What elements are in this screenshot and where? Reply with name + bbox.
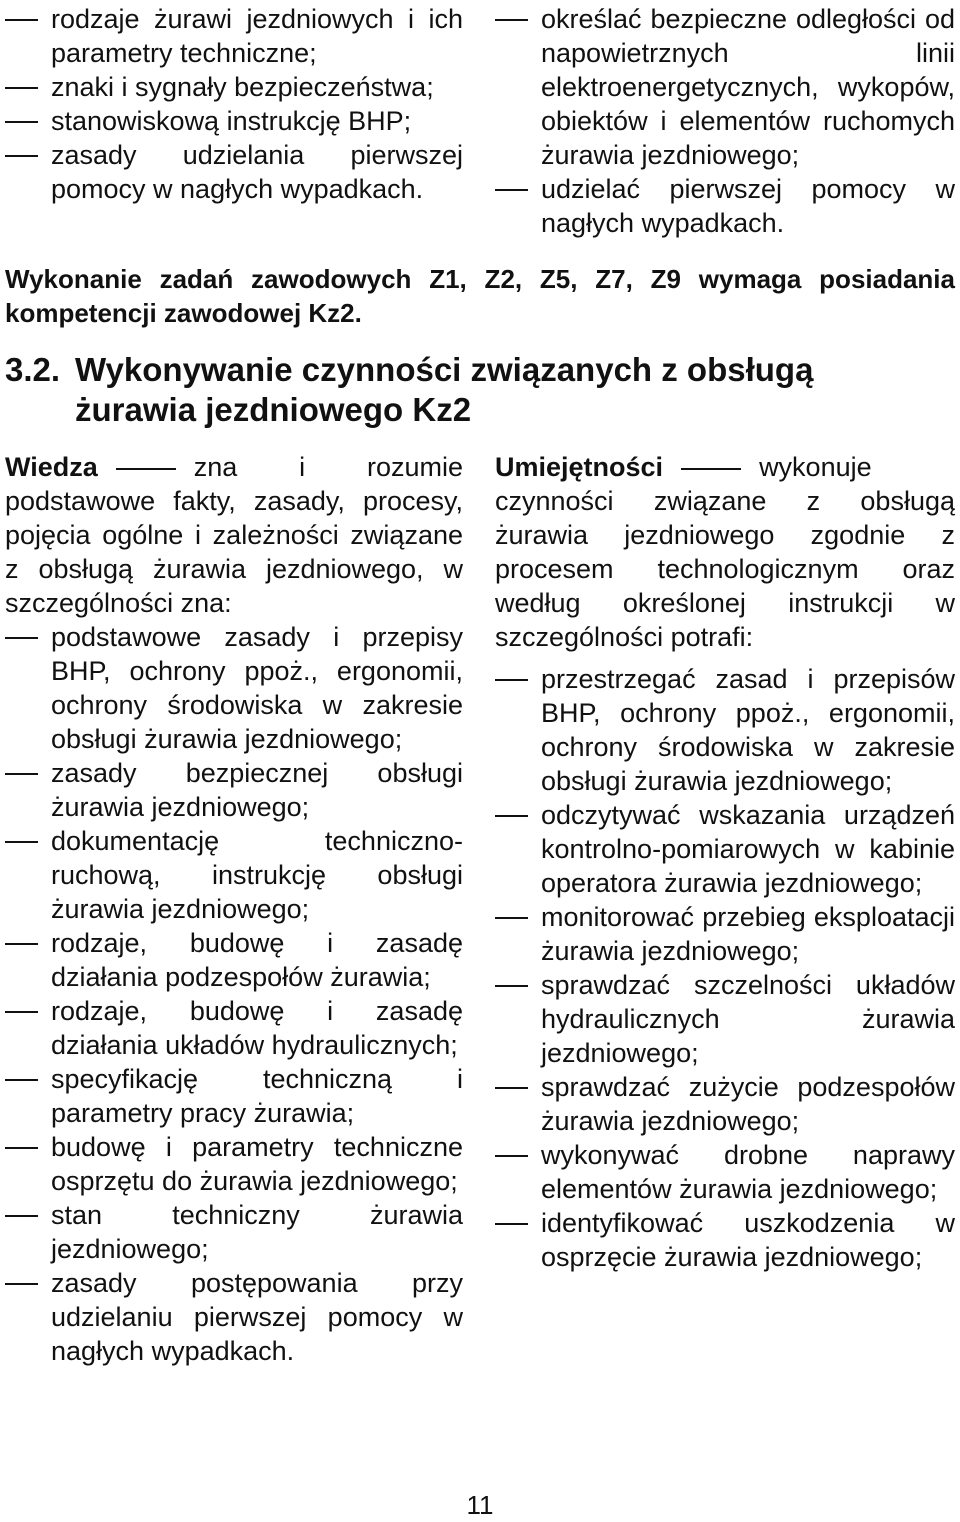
top-right-list <box>495 2 955 240</box>
list-item: przestrzegać zasad i przepisów BHP, ochrony ppoż., ergonomii, ochrony środowiska w zakresie obsługi żurawia jezdniowego; <box>495 662 955 798</box>
section-title-line2: żurawia jezdniowego Kz2 <box>75 391 472 428</box>
skills-list <box>495 662 955 1274</box>
section-title-line1: Wykonywanie czynności związanych z obsługą <box>75 351 814 388</box>
skills-intro-paragraph <box>495 450 955 654</box>
list-item: podstawowe zasady i przepisy BHP, ochrony ppoż., ergonomii, ochrony środowiska w zakresie obsługi żurawia jezdniowego; <box>5 620 463 756</box>
list-item: monitorować przebieg eksploatacji żurawia jezdniowego; <box>495 900 955 968</box>
knowledge-label: Wiedza <box>5 452 98 482</box>
list-item: zasady postępowania przy udzielaniu pierwszej pomocy w nagłych wypadkach. <box>5 1266 463 1368</box>
list-item: zasady udzielania pierwszej pomocy w nagłych wypadkach. <box>5 138 463 206</box>
list-item: udzielać pierwszej pomocy w nagłych wypadkach. <box>495 172 955 240</box>
section-heading <box>5 350 955 430</box>
list-item: sprawdzać szczelności układów hydraulicznych żurawia jezdniowego; <box>495 968 955 1070</box>
knowledge-column <box>5 450 463 1368</box>
list-item: odczytywać wskazania urządzeń kontrolno-pomiarowych w kabinie operatora żurawia jezdniowego; <box>495 798 955 900</box>
list-item: rodzaje, budowę i zasadę działania podzespołów żurawia; <box>5 926 463 994</box>
list-item: znaki i sygnały bezpieczeństwa; <box>5 70 463 104</box>
list-item: stanowiskową instrukcję BHP; <box>5 104 463 138</box>
list-item: dokumentację techniczno-ruchową, instrukcję obsługi żurawia jezdniowego; <box>5 824 463 926</box>
top-left-list <box>5 2 463 206</box>
list-item: zasady bezpiecznej obsługi żurawia jezdniowego; <box>5 756 463 824</box>
knowledge-list <box>5 620 463 1368</box>
list-item: identyfikować uszkodzenia w osprzęcie żurawia jezdniowego; <box>495 1206 955 1274</box>
list-item: rodzaje żurawi jezdniowych i ich parametry techniczne; <box>5 2 463 70</box>
skills-intro: wykonuje czynności związane z obsługą żurawia jezdniowego zgodnie z procesem technologicznym oraz według określonej instrukcji w szczególności potrafi: <box>495 452 955 652</box>
knowledge-intro: zna i rozumie podstawowe fakty, zasady, procesy, pojęcia ogólne i zależności związane z obsługą żurawia jezdniowego, w szczególności zna: <box>5 452 463 618</box>
dash-separator <box>116 468 176 470</box>
competence-notice: Wykonanie zadań zawodowych Z1, Z2, Z5, Z7, Z9 wymaga posiadania kompetencji zawodowej Kz2. <box>5 264 955 328</box>
list-item: określać bezpieczne odległości od napowietrznych linii elektroenergetycznych, wykopów, obiektów i elementów ruchomych żurawia jezdniowego; <box>495 2 955 172</box>
skills-column <box>495 450 955 1274</box>
section-number: 3.2. <box>5 351 61 388</box>
dash-separator <box>681 468 741 470</box>
list-item: specyfikację techniczną i parametry pracy żurawia; <box>5 1062 463 1130</box>
list-item: budowę i parametry techniczne osprzętu do żurawia jezdniowego; <box>5 1130 463 1198</box>
knowledge-intro-paragraph <box>5 450 463 620</box>
list-item: sprawdzać zużycie podzespołów żurawia jezdniowego; <box>495 1070 955 1138</box>
skills-label: Umiejętności <box>495 452 664 482</box>
page-number: 11 <box>466 1490 494 1520</box>
list-item: wykonywać drobne naprawy elementów żurawia jezdniowego; <box>495 1138 955 1206</box>
list-item: rodzaje, budowę i zasadę działania układów hydraulicznych; <box>5 994 463 1062</box>
list-item: stan techniczny żurawia jezdniowego; <box>5 1198 463 1266</box>
